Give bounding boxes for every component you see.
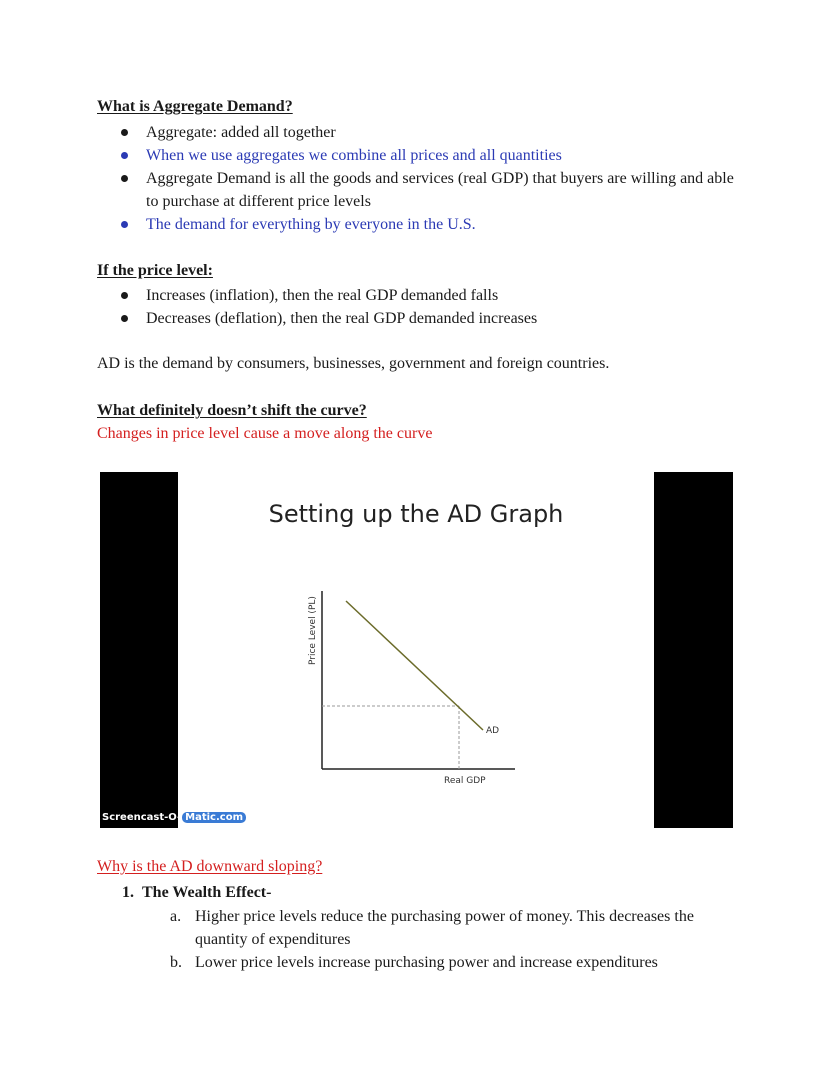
bullet-item: Increases (inflation), then the real GDP demanded falls xyxy=(0,284,736,307)
price-level-bullet-list xyxy=(0,284,828,330)
bullet-item: Aggregate Demand is all the goods and services (real GDP) that buyers are willing and able to purchase at different price levels xyxy=(0,167,736,213)
bullet-dot-icon xyxy=(121,129,128,136)
bullet-item: Decreases (deflation), then the real GDP demanded increases xyxy=(0,307,736,330)
screencast-watermark: Screencast-O- Matic.com xyxy=(102,811,247,824)
bullet-dot-icon xyxy=(121,221,128,228)
heading-why-ad-downward-sloping: Why is the AD downward sloping? xyxy=(97,858,323,875)
aggregate-demand-bullet-list xyxy=(0,121,828,236)
ad-curve-label: AD xyxy=(486,726,500,736)
bullet-dot-icon xyxy=(121,315,128,322)
ad-definition-paragraph: AD is the demand by consumers, businesses, government and foreign countries. xyxy=(97,355,610,372)
bullet-item: Aggregate: added all together xyxy=(0,121,736,144)
list-item: 1. The Wealth Effect- xyxy=(122,884,272,901)
y-axis-label: Price Level (PL) xyxy=(308,596,318,665)
price-level-answer: Changes in price level cause a move along the curve xyxy=(97,425,433,442)
bullet-dot-icon xyxy=(121,152,128,159)
sub-list-item: a. Higher price levels reduce the purchasing power of money. This decreases the quantity of expenditures xyxy=(170,908,694,948)
slide-title: Setting up the AD Graph xyxy=(268,500,564,528)
letterbox-right xyxy=(654,472,733,828)
letterbox-left xyxy=(100,472,178,828)
bullet-item: The demand for everything by everyone in the U.S. xyxy=(0,213,736,236)
embedded-video-frame[interactable] xyxy=(100,472,733,828)
ad-curve xyxy=(346,601,483,730)
wealth-effect-sub-list xyxy=(0,905,828,974)
heading-what-doesnt-shift-curve: What definitely doesn’t shift the curve? xyxy=(97,402,367,419)
heading-if-the-price-level: If the price level: xyxy=(97,262,213,279)
video-slide xyxy=(178,472,654,828)
ad-graph xyxy=(178,472,654,828)
heading-what-is-aggregate-demand: What is Aggregate Demand? xyxy=(97,98,293,115)
reasons-numbered-list xyxy=(122,881,271,904)
bullet-dot-icon xyxy=(121,292,128,299)
bullet-dot-icon xyxy=(121,175,128,182)
sub-list-item: b. Lower price levels increase purchasing power and increase expenditures xyxy=(170,954,658,971)
x-axis-label: Real GDP xyxy=(444,776,486,786)
bullet-item: When we use aggregates we combine all prices and all quantities xyxy=(0,144,736,167)
